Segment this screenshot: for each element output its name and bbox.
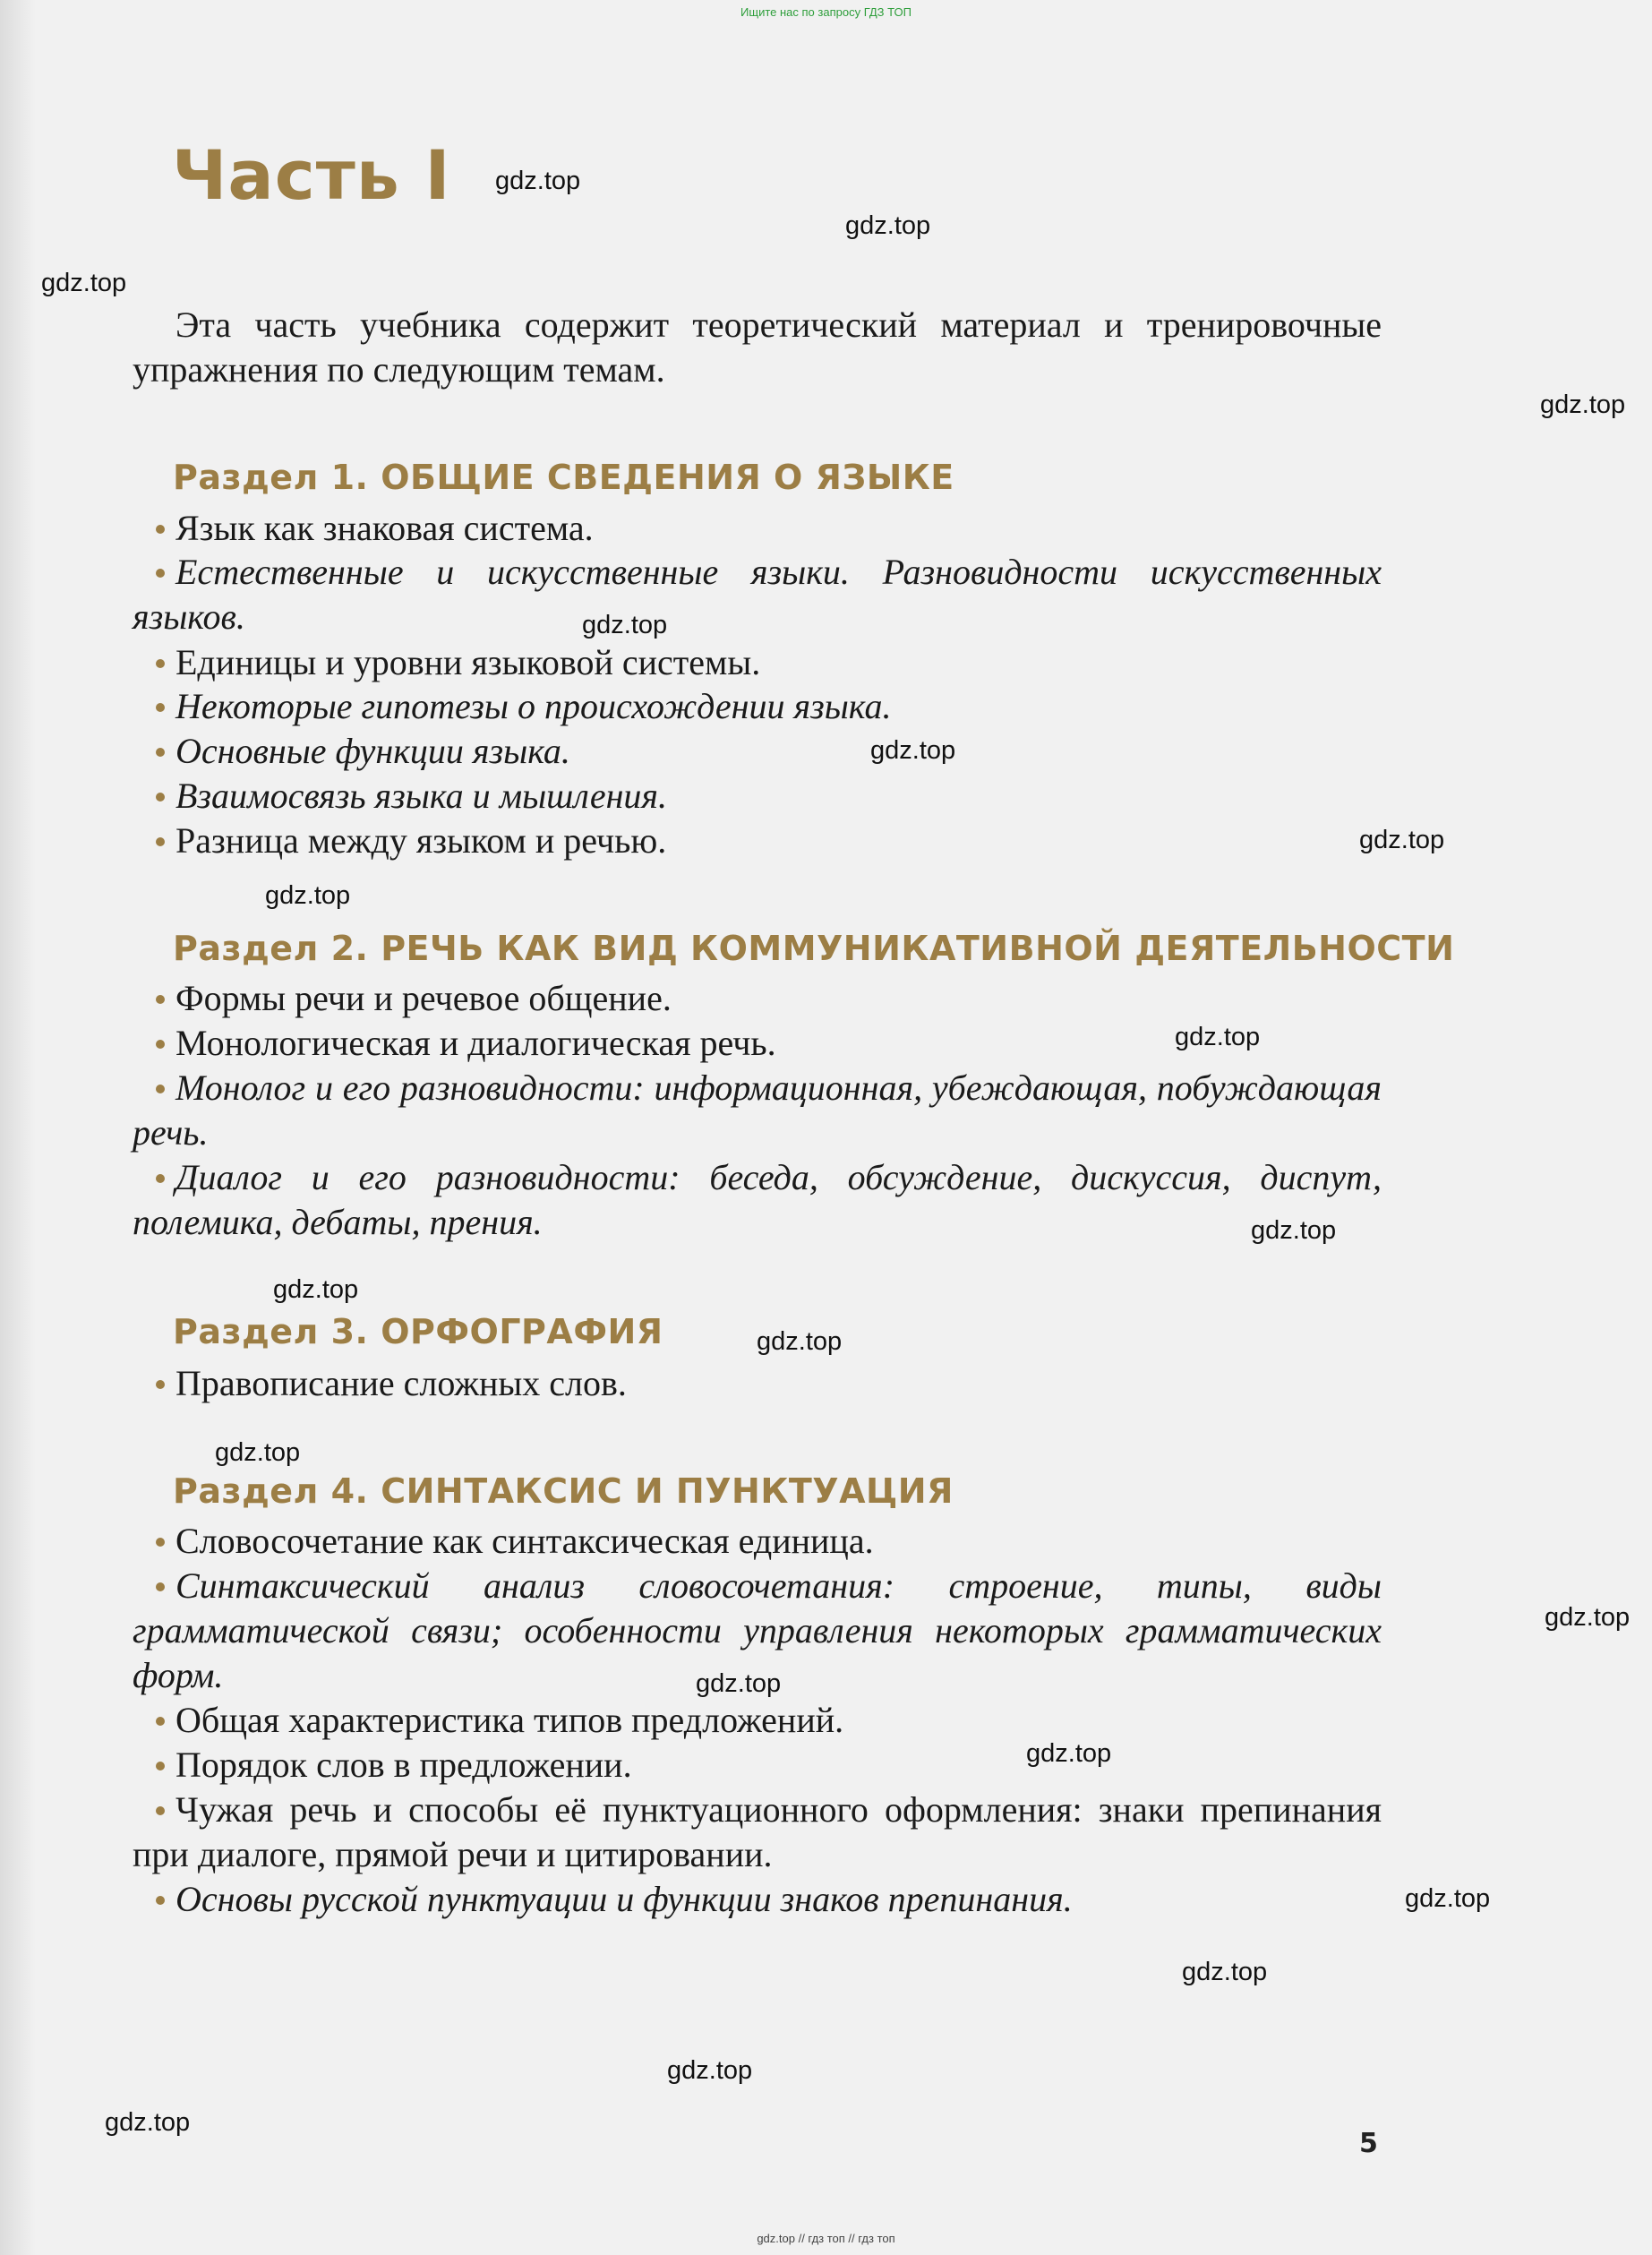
watermark: gdz.top: [1026, 1739, 1112, 1768]
bullet-icon: [156, 569, 165, 578]
watermark: gdz.top: [1540, 390, 1626, 419]
watermark: gdz.top: [215, 1438, 301, 1467]
bullet-icon: [156, 1040, 165, 1049]
watermark: gdz.top: [757, 1327, 843, 1356]
list-item: Общая характеристика типов предложений.: [133, 1698, 1382, 1743]
watermark: gdz.top: [41, 269, 127, 297]
list-item: Синтаксический анализ словосочетания: строение, типы, виды грамматической связи; особенности управления некоторых грамматических форм.: [133, 1565, 1382, 1695]
watermark: gdz.top: [1545, 1603, 1631, 1632]
section-3-title: Раздел 3. ОРФОГРАФИЯ: [173, 1312, 663, 1351]
bullet-icon: [156, 1896, 165, 1905]
list-item: Некоторые гипотезы о происхождении языка.: [133, 684, 1382, 729]
list-item: Порядок слов в предложении.: [133, 1743, 1382, 1788]
list-item: Чужая речь и способы её пунктуационного оформления: знаки препинания при диалоге, прямой речи и цитировании.: [133, 1789, 1382, 1874]
list-item: Язык как знаковая система.: [133, 506, 1382, 551]
list-item: Единицы и уровни языковой системы.: [133, 640, 1382, 685]
page-number: 5: [1359, 2128, 1378, 2159]
intro-paragraph: Эта часть учебника содержит теоретический материал и тренировочные упражнения по следующим темам.: [133, 304, 1382, 390]
watermark: gdz.top: [1405, 1884, 1491, 1913]
section-1-title: Раздел 1. ОБЩИЕ СВЕДЕНИЯ О ЯЗЫКЕ: [173, 458, 954, 497]
list-item: Естественные и искусственные языки. Разновидности искусственных языков.: [133, 552, 1382, 637]
bullet-icon: [156, 1717, 165, 1726]
watermark: gdz.top: [845, 211, 931, 240]
watermark: gdz.top: [1175, 1023, 1261, 1051]
bullet-icon: [156, 793, 165, 802]
bullet-icon: [156, 525, 165, 534]
bullet-icon: [156, 1762, 165, 1771]
list-item: Диалог и его разновидности: беседа, обсуждение, дискуссия, диспут, полемика, дебаты, прения.: [133, 1157, 1382, 1242]
list-item: Монологическая и диалогическая речь.: [133, 1021, 1382, 1066]
watermark: gdz.top: [265, 881, 351, 910]
watermark: gdz.top: [273, 1275, 359, 1304]
section-2-title: Раздел 2. РЕЧЬ КАК ВИД КОММУНИКАТИВНОЙ ДЕЯТЕЛЬНОСТИ: [173, 929, 1455, 968]
list-item: Основные функции языка.: [133, 729, 1382, 774]
watermark: gdz.top: [696, 1669, 782, 1698]
watermark: gdz.top: [495, 167, 581, 195]
watermark: gdz.top: [1359, 826, 1445, 854]
bullet-icon: [156, 748, 165, 757]
list-item: Словосочетание как синтаксическая единица.: [133, 1519, 1382, 1564]
watermark: gdz.top: [582, 611, 668, 639]
bullet-icon: [156, 995, 165, 1004]
bullet-icon: [156, 1806, 165, 1815]
section-4-title: Раздел 4. СИНТАКСИС И ПУНКТУАЦИЯ: [173, 1471, 954, 1511]
watermark: gdz.top: [667, 2056, 753, 2085]
header-note: Ищите нас по запросу ГДЗ ТОП: [740, 5, 912, 19]
bullet-icon: [156, 1085, 165, 1093]
footer-note: gdz.top // гдз топ // гдз топ: [757, 2232, 895, 2245]
part-title: Часть I: [172, 135, 451, 215]
watermark: gdz.top: [105, 2108, 191, 2137]
list-item: Разница между языком и речью.: [133, 819, 1382, 863]
bullet-icon: [156, 703, 165, 712]
watermark: gdz.top: [870, 736, 956, 765]
bullet-icon: [156, 837, 165, 846]
list-item: Основы русской пунктуации и функции знаков препинания.: [133, 1877, 1382, 1922]
bullet-icon: [156, 659, 165, 668]
list-item: Формы речи и речевое общение.: [133, 976, 1382, 1021]
bullet-icon: [156, 1582, 165, 1591]
list-item: Взаимосвязь языка и мышления.: [133, 774, 1382, 819]
bullet-icon: [156, 1380, 165, 1389]
watermark: gdz.top: [1251, 1216, 1337, 1245]
list-item: Монолог и его разновидности: информационная, убеждающая, побуждающая речь.: [133, 1067, 1382, 1153]
bullet-icon: [156, 1174, 165, 1183]
watermark: gdz.top: [1182, 1958, 1268, 1986]
bullet-icon: [156, 1538, 165, 1547]
list-item: Правописание сложных слов.: [133, 1361, 1382, 1406]
